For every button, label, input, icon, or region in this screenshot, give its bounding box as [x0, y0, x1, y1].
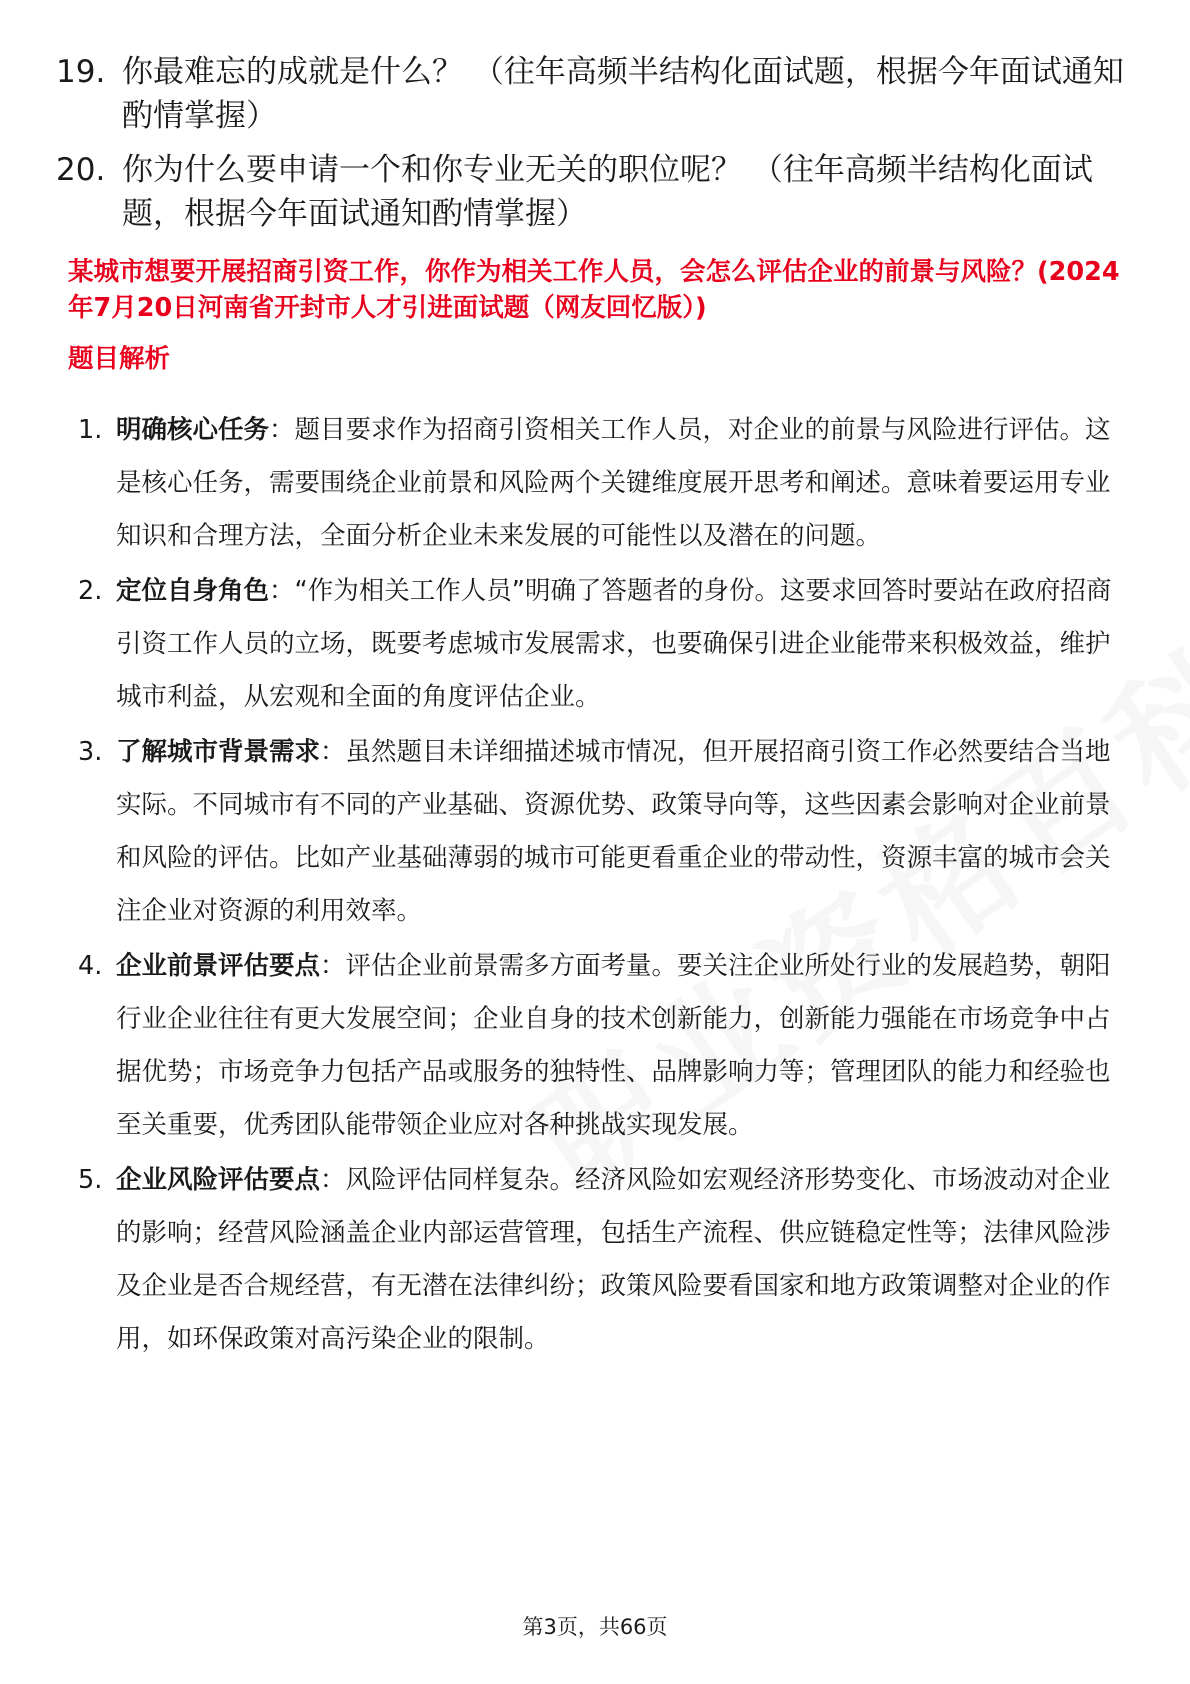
point-title: 企业风险评估要点: [116, 1165, 321, 1195]
point-text: ：“作为相关工作人员”明确了答题者的身份。这要求回答时要站在政府招商引资工作人员的立场，既要考虑城市发展需求，也要确保引进企业能带来积极效益，维护城市利益，从宏观和全面的角度评估企业。: [116, 576, 1112, 712]
analysis-heading: 题目解析: [68, 344, 171, 374]
point-number: 1.: [78, 415, 103, 445]
analysis-points: [78, 404, 1134, 1368]
question-item: [56, 148, 1136, 236]
point-text: ：虽然题目未详细描述城市情况，但开展招商引资工作必然要结合当地实际。不同城市有不同的产业基础、资源优势、政策导向等，这些因素会影响对企业前景和风险的评估。比如产业基础薄弱的城市可能更看重企业的带动性，资源丰富的城市会关注企业对资源的利用效率。: [116, 737, 1111, 926]
point-text: ：风险评估同样复杂。经济风险如宏观经济形势变化、市场波动对企业的影响；经营风险涵盖企业内部运营管理，包括生产流程、供应链稳定性等；法律风险涉及企业是否合规经营，有无潜在法律纠纷；政策风险要看国家和地方政策调整对企业的作用，如环保政策对高污染企业的限制。: [116, 1165, 1111, 1354]
point-title: 明确核心任务: [116, 415, 270, 445]
question-list: [56, 50, 1136, 246]
analysis-point: [78, 404, 1134, 563]
point-title: 企业前景评估要点: [116, 951, 321, 981]
point-title: 定位自身角色: [116, 576, 270, 606]
analysis-point: [78, 1154, 1134, 1366]
analysis-point: [78, 565, 1134, 724]
analysis-point: [78, 726, 1134, 938]
topic-title: 某城市想要开展招商引资工作，你作为相关工作人员，会怎么评估企业的前景与风险？(2024年7月20日河南省开封市人才引进面试题（网友回忆版）): [68, 257, 1120, 323]
point-number: 4.: [78, 951, 103, 981]
page-footer: 第3页，共66页: [522, 1615, 668, 1639]
point-number: 3.: [78, 737, 103, 767]
question-text: 你为什么要申请一个和你专业无关的职位呢？ （往年高频半结构化面试题，根据今年面试通知酌情掌握）: [122, 152, 1093, 232]
point-text: ：评估企业前景需多方面考量。要关注企业所处行业的发展趋势，朝阳行业企业往往有更大发展空间；企业自身的技术创新能力，创新能力强能在市场竞争中占据优势；市场竞争力包括产品或服务的独特性、品牌影响力等；管理团队的能力和经验也至关重要，优秀团队能带领企业应对各种挑战实现发展。: [116, 951, 1111, 1140]
question-text: 你最难忘的成就是什么？ （往年高频半结构化面试题，根据今年面试通知酌情掌握）: [122, 54, 1124, 134]
question-number: 19.: [56, 54, 106, 90]
question-item: [56, 50, 1136, 138]
point-number: 2.: [78, 576, 103, 606]
point-title: 了解城市背景需求: [116, 737, 321, 767]
point-text: ：题目要求作为招商引资相关工作人员，对企业的前景与风险进行评估。这是核心任务，需要围绕企业前景和风险两个关键维度展开思考和阐述。意味着要运用专业知识和合理方法，全面分析企业未来发展的可能性以及潜在的问题。: [116, 415, 1111, 551]
analysis-point: [78, 940, 1134, 1152]
question-number: 20.: [56, 152, 106, 188]
point-number: 5.: [78, 1165, 103, 1195]
